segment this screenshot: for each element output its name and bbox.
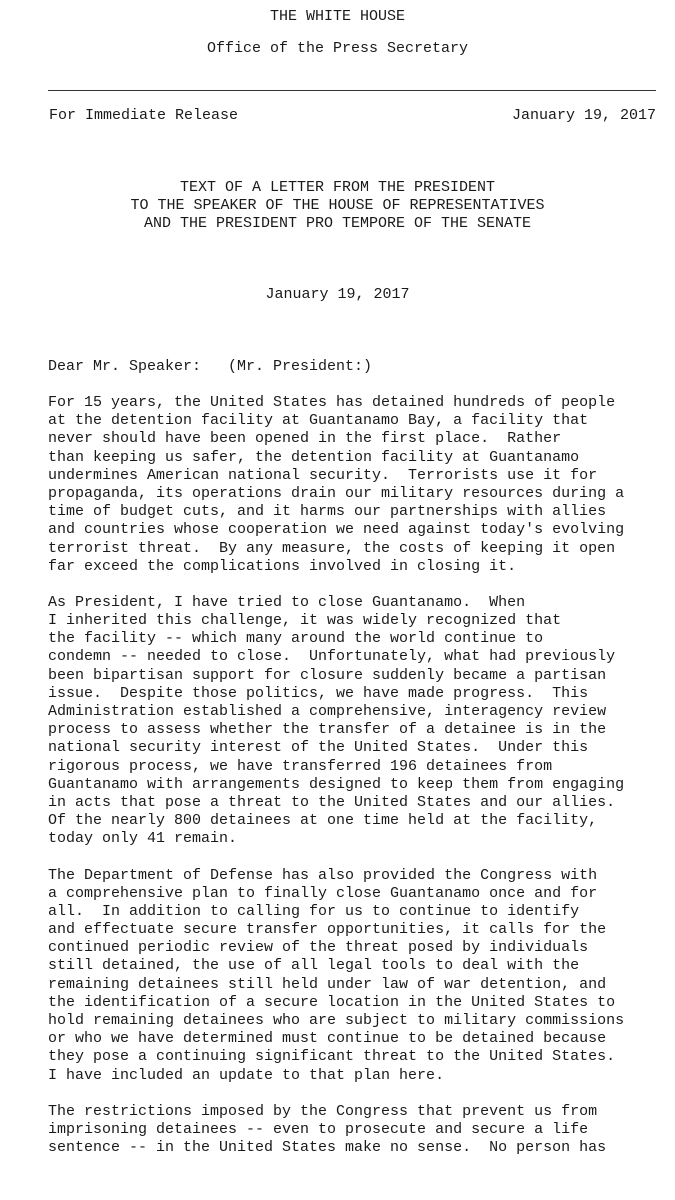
paragraph-line: all. In addition to calling for us to continue to identify	[48, 902, 580, 920]
paragraph-line: continued periodic review of the threat posed by individuals	[48, 939, 589, 957]
paragraph-line: and countries whose cooperation we need against today's evolving	[48, 521, 625, 539]
paragraph-line: I have included an update to that plan here.	[48, 1066, 445, 1084]
paragraph-line: For 15 years, the United States has detained hundreds of people	[48, 394, 616, 411]
release-date: January 19, 2017	[511, 107, 656, 124]
paragraph-line: terrorist threat. By any measure, the costs of keeping it open	[48, 539, 616, 557]
letter-paragraph	[48, 394, 668, 576]
paragraph-line: than keeping us safer, the detention facility at Guantanamo	[48, 448, 580, 466]
paragraph-line: propaganda, its operations drain our military resources during a	[48, 484, 625, 502]
letter-paragraph	[48, 867, 668, 1085]
paragraph-line: far exceed the complications involved in closing it.	[48, 557, 517, 575]
paragraph-line: never should have been opened in the first place. Rather	[48, 430, 562, 448]
paragraph-line: As President, I have tried to close Guantanamo. When	[48, 593, 526, 611]
paragraph-line: or who we have determined must continue to be detained because	[48, 1030, 607, 1048]
paragraph-line: national security interest of the United States. Under this	[48, 739, 589, 757]
paragraph-line: Guantanamo with arrangements designed to keep them from engaging	[48, 775, 625, 793]
title-line: TO THE SPEAKER OF THE HOUSE OF REPRESENTATIVES	[130, 197, 545, 214]
header-divider	[48, 90, 656, 91]
paragraph-line: a comprehensive plan to finally close Guantanamo once and for	[48, 884, 598, 902]
office-subheading: Office of the Press Secretary	[206, 40, 469, 57]
paragraph-line: and effectuate secure transfer opportunities, it calls for the	[48, 921, 607, 939]
paragraph-line: today only 41 remain.	[48, 830, 238, 848]
paragraph-line: been bipartisan support for closure suddenly became a partisan	[48, 666, 607, 684]
paragraph-line: rigorous process, we have transferred 196 detainees from	[48, 757, 553, 775]
paragraph-line: I inherited this challenge, it was widely recognized that	[48, 612, 562, 630]
paragraph-line: in acts that pose a threat to the United States and our allies.	[48, 793, 616, 811]
paragraph-line: at the detention facility at Guantanamo Bay, a facility that	[48, 412, 589, 430]
paragraph-line: process to assess whether the transfer of a detainee is in the	[48, 721, 607, 739]
paragraph-line: still detained, the use of all legal tools to deal with the	[48, 957, 580, 975]
paragraph-line: issue. Despite those politics, we have made progress. This	[48, 684, 589, 702]
paragraph-line: time of budget cuts, and it harms our partnerships with allies	[48, 503, 607, 521]
letter-paragraph	[48, 1103, 668, 1158]
paragraph-line: they pose a continuing significant threat to the United States.	[48, 1048, 616, 1066]
paragraph-line: remaining detainees still held under law of war detention, and	[48, 975, 607, 993]
salutation: Dear Mr. Speaker: (Mr. President:)	[48, 358, 373, 375]
letter-paragraphs	[48, 394, 668, 1157]
paragraph-line: the identification of a secure location in the United States to	[48, 993, 616, 1011]
office-heading: THE WHITE HOUSE	[269, 8, 406, 25]
title-line: TEXT OF A LETTER FROM THE PRESIDENT	[179, 179, 496, 196]
paragraph-line: hold remaining detainees who are subject to military commissions	[48, 1012, 625, 1029]
paragraph-line: the facility -- which many around the world continue to	[48, 630, 544, 648]
paragraph-line: condemn -- needed to close. Unfortunately, what had previously	[48, 648, 616, 666]
title-line: AND THE PRESIDENT PRO TEMPORE OF THE SENATE	[143, 215, 532, 232]
release-label: For Immediate Release	[49, 107, 239, 124]
letter-title	[0, 179, 675, 233]
paragraph-line: The Department of Defense has also provided the Congress with	[48, 866, 598, 884]
paragraph-line: Administration established a comprehensive, interagency review	[48, 703, 607, 720]
letter-date: January 19, 2017	[265, 286, 410, 303]
paragraph-line: sentence -- in the United States make no sense. No person has	[48, 1139, 607, 1157]
letter-paragraph	[48, 594, 668, 849]
paragraph-line: The restrictions imposed by the Congress that prevent us from	[48, 1102, 598, 1120]
letter-body	[48, 358, 668, 1175]
paragraph-line: Of the nearly 800 detainees at one time held at the facility,	[48, 812, 598, 830]
paragraph-line: undermines American national security. Terrorists use it for	[48, 466, 598, 484]
paragraph-line: imprisoning detainees -- even to prosecute and secure a life	[48, 1120, 589, 1138]
